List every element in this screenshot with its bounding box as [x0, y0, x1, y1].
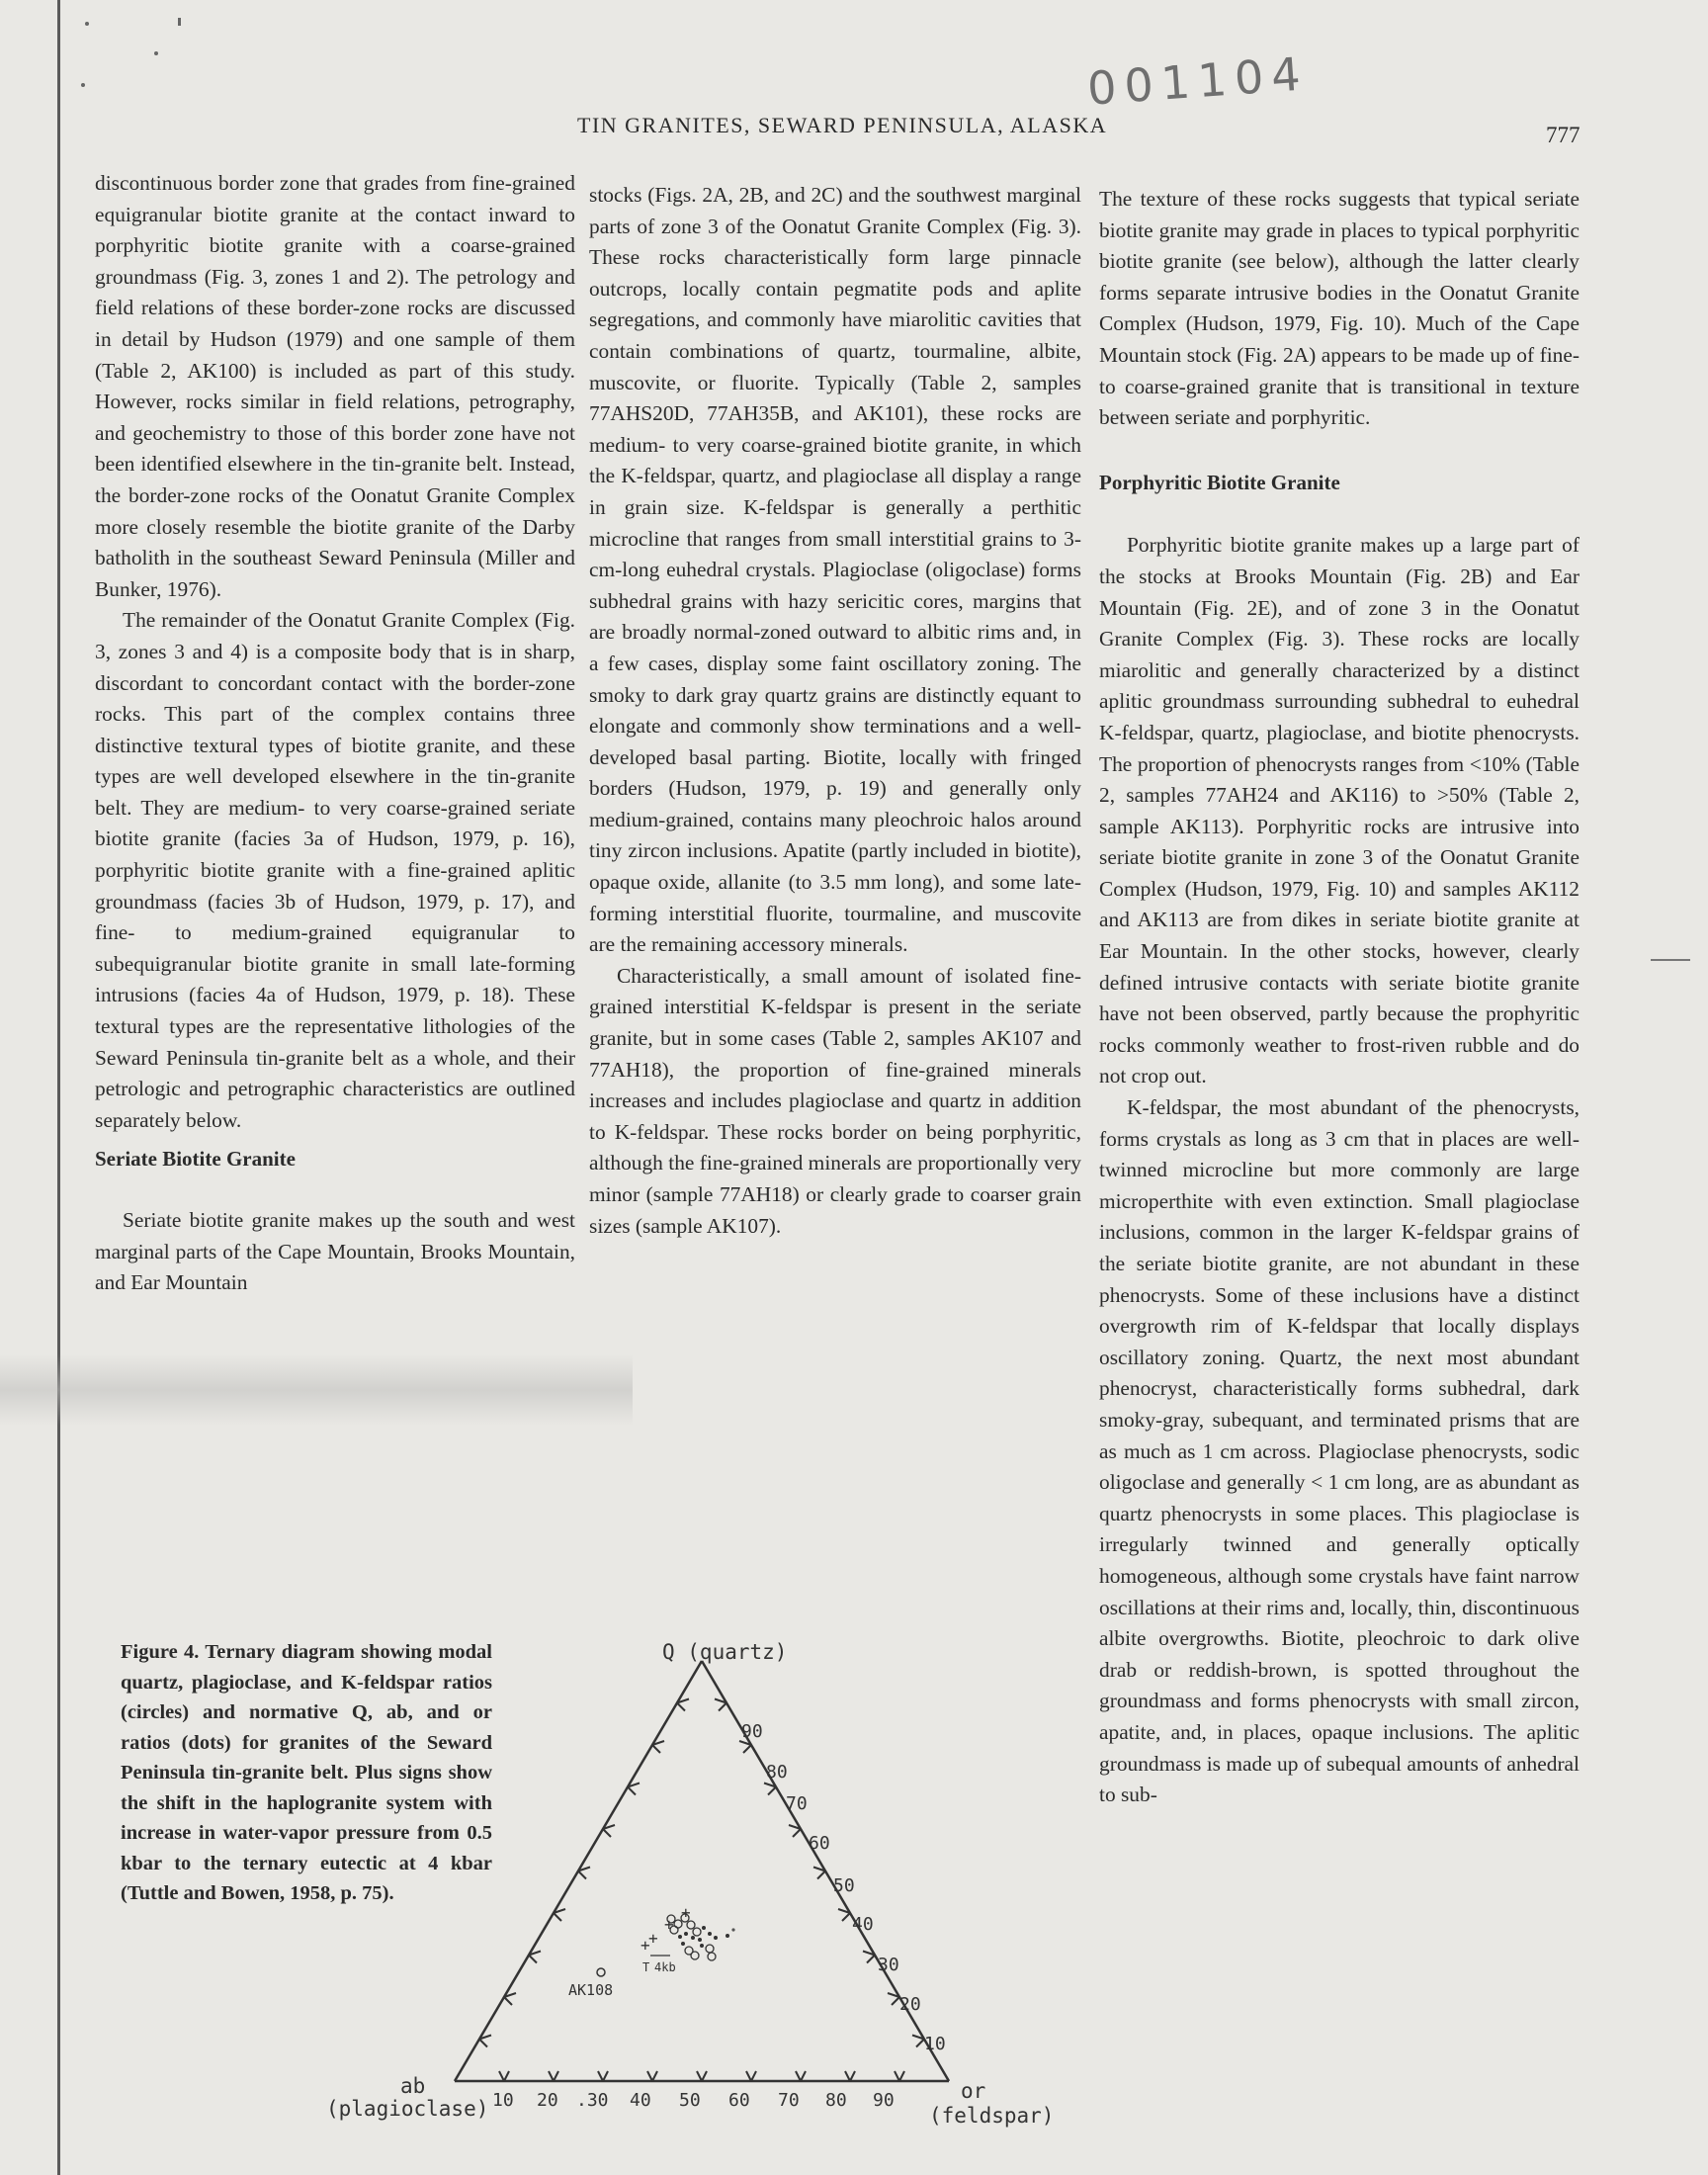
- plus-sign: +: [681, 1903, 691, 1922]
- right-edge-tick: [867, 1956, 875, 1963]
- scan-speck: [154, 51, 158, 55]
- base-tick: [751, 2071, 756, 2081]
- paragraph: Characteristically, a small amount of isolated fine-grained interstitial K-feldspar is present in the seriate granite, but in some cases (Table 2, samples AK107 and 77AH18), the proportion of fine-grained minerals increases and includes plagioclase and quartz in addition to K-feldspar. These rocks border on being porphyritic, although the fine-grained minerals are proportionally very minor (sample 77AH18) or clearly grade to coarser grain sizes (sample AK107).: [589, 963, 1081, 1238]
- modal-circle: [691, 1952, 699, 1959]
- tick-label: 50: [833, 1875, 855, 1896]
- tick-label: 60: [728, 2090, 750, 2111]
- right-edge-tick: [916, 2040, 924, 2047]
- base-tick: [845, 2071, 850, 2081]
- tick-label: 80: [766, 1762, 788, 1783]
- apex-label-or: or: [961, 2079, 986, 2103]
- left-edge-tick: [652, 1745, 660, 1753]
- left-edge-tick: [603, 1829, 611, 1837]
- base-tick-labels: [492, 2090, 895, 2111]
- margin-mark: [1651, 959, 1690, 961]
- right-edge-tick: [892, 1997, 899, 2005]
- plus-sign: +: [640, 1936, 650, 1955]
- text-column-3: [1099, 184, 1580, 1811]
- tick-label: 90: [741, 1721, 763, 1742]
- page-number: 777: [1546, 123, 1580, 147]
- base-tick: [801, 2071, 806, 2081]
- modal-circle: [706, 1945, 714, 1953]
- scan-smudge: [0, 1354, 633, 1426]
- base-tick: [702, 2071, 707, 2081]
- normative-dot: [714, 1936, 718, 1940]
- base-tick: [697, 2071, 702, 2081]
- left-edge-tick: [628, 1787, 636, 1795]
- left-edge-tick: [677, 1703, 685, 1711]
- plus-sign: +: [664, 1915, 674, 1934]
- base-tick: [899, 2071, 904, 2081]
- normative-dot: [731, 1928, 734, 1931]
- tick-label: 70: [786, 1793, 808, 1814]
- left-edge-tick: [554, 1913, 561, 1921]
- base-tick: [499, 2071, 504, 2081]
- base-tick: [895, 2071, 899, 2081]
- tick-label: 50: [679, 2090, 701, 2111]
- modal-circle: [693, 1928, 701, 1936]
- scan-speck: [178, 18, 181, 26]
- tick-label: 30: [878, 1955, 899, 1975]
- section-heading-porphyritic: Porphyritic Biotite Granite: [1099, 470, 1340, 494]
- apex-label-quartz: Q (quartz): [662, 1640, 788, 1664]
- base-tick: [549, 2071, 554, 2081]
- running-head: TIN GRANITES, SEWARD PENINSULA, ALASKA: [577, 113, 1108, 137]
- apex-label-plagioclase: (plagioclase): [326, 2097, 489, 2121]
- left-edge-tick: [578, 1871, 586, 1879]
- tick-label: .30: [576, 2090, 609, 2111]
- base-tick: [652, 2071, 657, 2081]
- base-tick: [554, 2071, 558, 2081]
- data-points: [568, 1903, 735, 1999]
- tick-label: 20: [537, 2090, 558, 2111]
- text-column-1: [95, 168, 575, 1299]
- normative-dot: [681, 1942, 685, 1946]
- scan-speck: [81, 83, 85, 87]
- right-edge-tick: [793, 1829, 801, 1837]
- base-tick: [598, 2071, 603, 2081]
- figure-caption: Figure 4. Ternary diagram showing modal quartz, plagioclase, and K-feldspar ratios (circles) and normative Q, ab, and or ratios (dots) for granites of the Seward Peninsula tin-granite belt. Plus signs show the shift in the haplogranite system with increase in water-vapor pressure from 0.5 kbar to the ternary eutectic at 4 kbar (Tuttle and Bowen, 1958, p. 75).: [121, 1641, 492, 1904]
- tick-label: 40: [630, 2090, 651, 2111]
- text-column-2: [589, 180, 1081, 1242]
- right-edge-tick: [817, 1871, 825, 1879]
- paragraph: The remainder of the Oonatut Granite Complex (Fig. 3, zones 3 and 4) is a composite body that is in sharp, discordant to concordant contact with the border-zone rocks. This part of the complex contains three distinctive textural types of biotite granite, and these types are well developed elsewhere in the tin-granite belt. They are medium- to very coarse-grained seriate biotite granite (facies 3a of Hudson, 1979, p. 16), porphyritic biotite granite with a fine-grained aplitic groundmass (facies 3b of Hudson, 1979, p. 17), and fine- to medium-grained equigranular to subequigranular biotite granite in small late-forming intrusions (facies 4a of Hudson, 1979, p. 18). These textural types are the representative lithologies of the Seward Peninsula tin-granite belt as a whole, and their petrologic and petrographic characteristics are outlined separately below.: [95, 608, 575, 1132]
- right-edge-tick: [743, 1745, 751, 1753]
- tick-label: 70: [778, 2090, 800, 2111]
- base-tick: [746, 2071, 751, 2081]
- tick-label: 40: [852, 1914, 874, 1935]
- base-tick: [504, 2071, 509, 2081]
- paragraph: discontinuous border zone that grades from fine-grained equigranular biotite granite at the contact inward to porphyritic biotite granite with a coarse-grained groundmass (Fig. 3, zones 1 and 2). The petrology and field relations of these border-zone rocks are discussed in detail by Hudson (1979) and one sample of them (Table 2, AK100) is included as part of this study. However, rocks similar in field relations, petrography, and geochemistry to those of this border zone have not been identified elsewhere in the tin-granite belt. Instead, the border-zone rocks of the Oonatut Granite Complex more closely resemble the biotite granite of the Darby batholith in the southeast Seward Peninsula (Miller and Bunker, 1976).: [95, 171, 575, 601]
- normative-dot: [726, 1934, 729, 1938]
- tick-label: 90: [873, 2090, 895, 2111]
- tick-marks: [479, 1699, 924, 2082]
- section-heading-seriate: Seriate Biotite Granite: [95, 1147, 296, 1172]
- tick-label: 80: [825, 2090, 847, 2111]
- modal-circle: [708, 1953, 716, 1960]
- paragraph: stocks (Figs. 2A, 2B, and 2C) and the southwest marginal parts of zone 3 of the Oonatut Granite Complex (Fig. 3). These rocks characteristically form large pinnacle outcrops, locally contain pegmatite pods and aplite segregations, and commonly have miarolitic cavities that contain combinations of quartz, tourmaline, albite, muscovite, or fluorite. Typically (Table 2, samples 77AHS20D, 77AH35B, and AK101), these rocks are medium- to very coarse-grained biotite granite, in which the K-feldspar, quartz, and plagioclase all display a range in grain size. K-feldspar is generally a perthitic microcline that ranges from small interstitial grains to 3-cm-long euhedral crystals. Plagioclase (oligoclase) forms subhedral grains with hazy sericitic cores, margins that are broadly normal-zoned outward to albitic rims and, in a few cases, display some faint oscillatory zoning. The smoky to dark gray quartz grains are distinctly equant to elongate and commonly show terminations and a well-developed basal parting. Biotite, locally with fringed borders (Hudson, 1979, p. 19) and generally only medium-grained, contains many pleochroic halos around tiny zircon inclusions. Apatite (partly included in biotite), opaque oxide, allanite (to 3.5 mm long), and some late-forming interstitial fluorite, tourmaline, and muscovite are the remaining accessory minerals.: [589, 183, 1081, 957]
- eutectic-label-4kb: 4kb: [654, 1960, 676, 1974]
- eutectic-marker-tick: T: [642, 1960, 650, 1974]
- normative-dot: [700, 1944, 704, 1948]
- normative-dot: [698, 1938, 702, 1942]
- base-tick: [796, 2071, 801, 2081]
- paragraph: Seriate biotite granite makes up the south and west marginal parts of the Cape Mountain, Brooks Mountain, and Ear Mountain: [95, 1208, 575, 1295]
- left-edge-tick: [479, 2040, 487, 2047]
- paragraph: The texture of these rocks suggests that typical seriate biotite granite may grade in places to typical porphyritic biotite granite (see below), although the latter clearly forms separate intrusive bodies in the Oonatut Granite Complex (Hudson, 1979, Fig. 10). Much of the Cape Mountain stock (Fig. 2A) appears to be made up of fine- to coarse-grained granite that is transitional in texture between seriate and porphyritic.: [1099, 187, 1580, 430]
- paragraph: K-feldspar, the most abundant of the phenocrysts, forms crystals as long as 3 cm that in places are well-twinned microcline but more commonly are large microperthite with even extinction. Small plagioclase inclusions, common in the larger K-feldspar grains of the seriate biotite granite, are not abundant in these phenocrysts. Some of these inclusions have a distinct overgrowth rim of K-feldspar that locally displays oscillatory zoning. Quartz, the next most abundant phenocryst, characteristically forms subhedral, dark smoky-gray, subequant, and terminated prisms that are as much as 1 cm across. Plagioclase phenocrysts, sodic oligoclase and generally < 1 cm long, are as abundant as quartz phenocrysts in some places. This plagioclase is irregularly twinned and generally optically homogeneous, although some crystals have faint narrow oscillations at their rims and, locally, thin, discontinuous albite overgrowths. Biotite, pleochroic to dark olive drab or reddish-brown, is spotted throughout the groundmass and forms phenocrysts with small zircon, apatite, and, in places, opaque inclusions. The aplitic groundmass is made up of subequal amounts of anhedral to sub-: [1099, 1095, 1580, 1807]
- normative-dot: [691, 1936, 695, 1940]
- point-label-ak108: AK108: [568, 1981, 614, 1999]
- normative-dot: [678, 1935, 682, 1939]
- right-edge-tick: [768, 1787, 776, 1795]
- apex-label-feldspar: (feldspar): [929, 2104, 1055, 2128]
- normative-dot: [708, 1932, 712, 1936]
- ternary-diagram: [297, 1621, 1087, 2175]
- left-edge-tick: [529, 1956, 537, 1963]
- normative-dot: [702, 1926, 706, 1930]
- right-edge-tick: [719, 1703, 726, 1711]
- tick-label: 10: [492, 2090, 514, 2111]
- modal-circle-ak108: [597, 1968, 605, 1976]
- plus-sign: +: [648, 1929, 658, 1948]
- triangle-frame: [455, 1661, 949, 2081]
- right-edge-tick: [842, 1913, 850, 1921]
- paragraph: Porphyritic biotite granite makes up a large part of the stocks at Brooks Mountain (Fig. 2B) and Ear Mountain (Fig. 2E), and of zone 3 in the Oonatut Granite Complex (Fig. 3). These rocks are locally miarolitic and generally characterized by a distinct aplitic groundmass surrounding subhedral to euhedral K-feldspar, quartz, plagioclase, and biotite phenocrysts. The proportion of phenocrysts ranges from <10% (Table 2, samples 77AH24 and AK116) to >50% (Table 2, sample AK113). Porphyritic rocks are intrusive into seriate biotite granite in zone 3 of the Oonatut Granite Complex (Hudson, 1979, Fig. 10) and samples AK112 and AK113 are from dikes in seriate biotite granite at Ear Mountain. In the other stocks, however, clearly defined intrusive contacts with seriate biotite granite have not been observed, partly because the prophyritic rocks commonly weather to frost-riven rubble and do not crop out.: [1099, 533, 1580, 1088]
- tick-label: 60: [809, 1833, 830, 1854]
- base-tick: [850, 2071, 855, 2081]
- right-edge-tick-labels: [741, 1721, 946, 2054]
- document-stamp-number: 001104: [1085, 46, 1311, 116]
- tick-label: 10: [924, 2034, 946, 2054]
- scan-speck: [85, 22, 89, 26]
- base-tick: [603, 2071, 608, 2081]
- left-edge-tick: [504, 1997, 512, 2005]
- binding-margin-line: [57, 0, 60, 2175]
- modal-circle: [687, 1921, 695, 1929]
- base-tick: [647, 2071, 652, 2081]
- tick-label: 20: [899, 1994, 921, 2015]
- normative-dot: [684, 1932, 688, 1936]
- apex-label-ab: ab: [400, 2074, 426, 2098]
